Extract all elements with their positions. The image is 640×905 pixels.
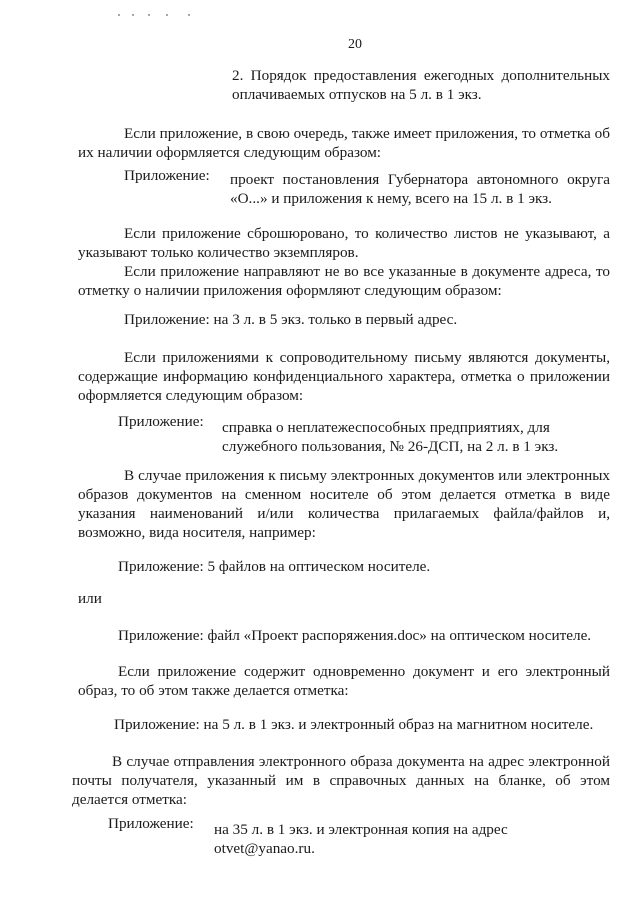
paragraph-line: Если приложение содержит одновременно документ и его электронный bbox=[118, 663, 610, 680]
attachment-example: Приложение: файл «Проект распоряжения.doc» на оптическом носителе. bbox=[118, 627, 592, 644]
paragraph-line: содержащие информацию конфиденциального характера, отметка о приложении bbox=[78, 368, 610, 385]
paragraph-line: В случае отправления электронного образа документа на адрес электронной bbox=[112, 753, 610, 770]
paragraph-line: указания наименований и/или количества прилагаемых файла/файлов и, bbox=[78, 505, 610, 522]
paragraph-line: отметку о наличии приложения оформляют следующим образом: bbox=[78, 282, 502, 299]
attachment-text: на 35 л. в 1 экз. и электронная копия на адрес bbox=[214, 821, 508, 838]
list-item-line: 2. Порядок предоставления ежегодных дополнительных bbox=[232, 67, 610, 84]
attachment-label: Приложение: bbox=[118, 413, 204, 430]
page-number: 20 bbox=[348, 37, 362, 52]
attachment-text: служебного пользования, № 26-ДСП, на 2 л. в 1 экз. bbox=[222, 438, 559, 455]
paragraph-line: возможно, вида носителя, например: bbox=[78, 524, 316, 541]
or-text: или bbox=[78, 590, 102, 607]
paragraph-line: В случае приложения к письму электронных документов или электронных bbox=[124, 467, 610, 484]
scan-artifact bbox=[118, 14, 198, 18]
attachment-text: «О...» и приложения к нему, всего на 15 л. в 1 экз. bbox=[230, 190, 552, 207]
paragraph-line: указывают только количество экземпляров. bbox=[78, 244, 359, 261]
list-item-line: оплачиваемых отпусков на 5 л. в 1 экз. bbox=[232, 86, 482, 103]
paragraph-line: почты получателя, указанный им в справочных данных на бланке, об этом bbox=[72, 772, 610, 789]
attachment-label: Приложение: bbox=[124, 167, 210, 184]
attachment-example: Приложение: 5 файлов на оптическом носителе. bbox=[118, 558, 431, 575]
paragraph-line: Если приложение сброшюровано, то количество листов не указывают, а bbox=[124, 225, 610, 242]
paragraph-line: образов документов на сменном носителе об этом делается отметка в виде bbox=[78, 486, 610, 503]
paragraph-line: Если приложение направляют не во все указанные в документе адреса, то bbox=[124, 263, 610, 280]
paragraph-line: Если приложение, в свою очередь, также имеет приложения, то отметка об bbox=[124, 125, 610, 142]
paragraph-line: образ, то об этом также делается отметка: bbox=[78, 682, 349, 699]
paragraph-line: делается отметка: bbox=[72, 791, 188, 808]
attachment-example: Приложение: на 3 л. в 5 экз. только в первый адрес. bbox=[124, 311, 458, 328]
attachment-text: проект постановления Губернатора автономного округа bbox=[230, 171, 610, 188]
paragraph-line: их наличии оформляется следующим образом: bbox=[78, 144, 382, 161]
attachment-example: Приложение: на 5 л. в 1 экз. и электронный образ на магнитном носителе. bbox=[114, 716, 594, 733]
attachment-text: otvet@yanao.ru. bbox=[214, 840, 315, 857]
attachment-label: Приложение: bbox=[108, 815, 194, 832]
attachment-text: справка о неплатежеспособных предприятиях, для bbox=[222, 419, 550, 436]
paragraph-line: Если приложениями к сопроводительному письму являются документы, bbox=[124, 349, 610, 366]
paragraph-line: оформляется следующим образом: bbox=[78, 387, 304, 404]
